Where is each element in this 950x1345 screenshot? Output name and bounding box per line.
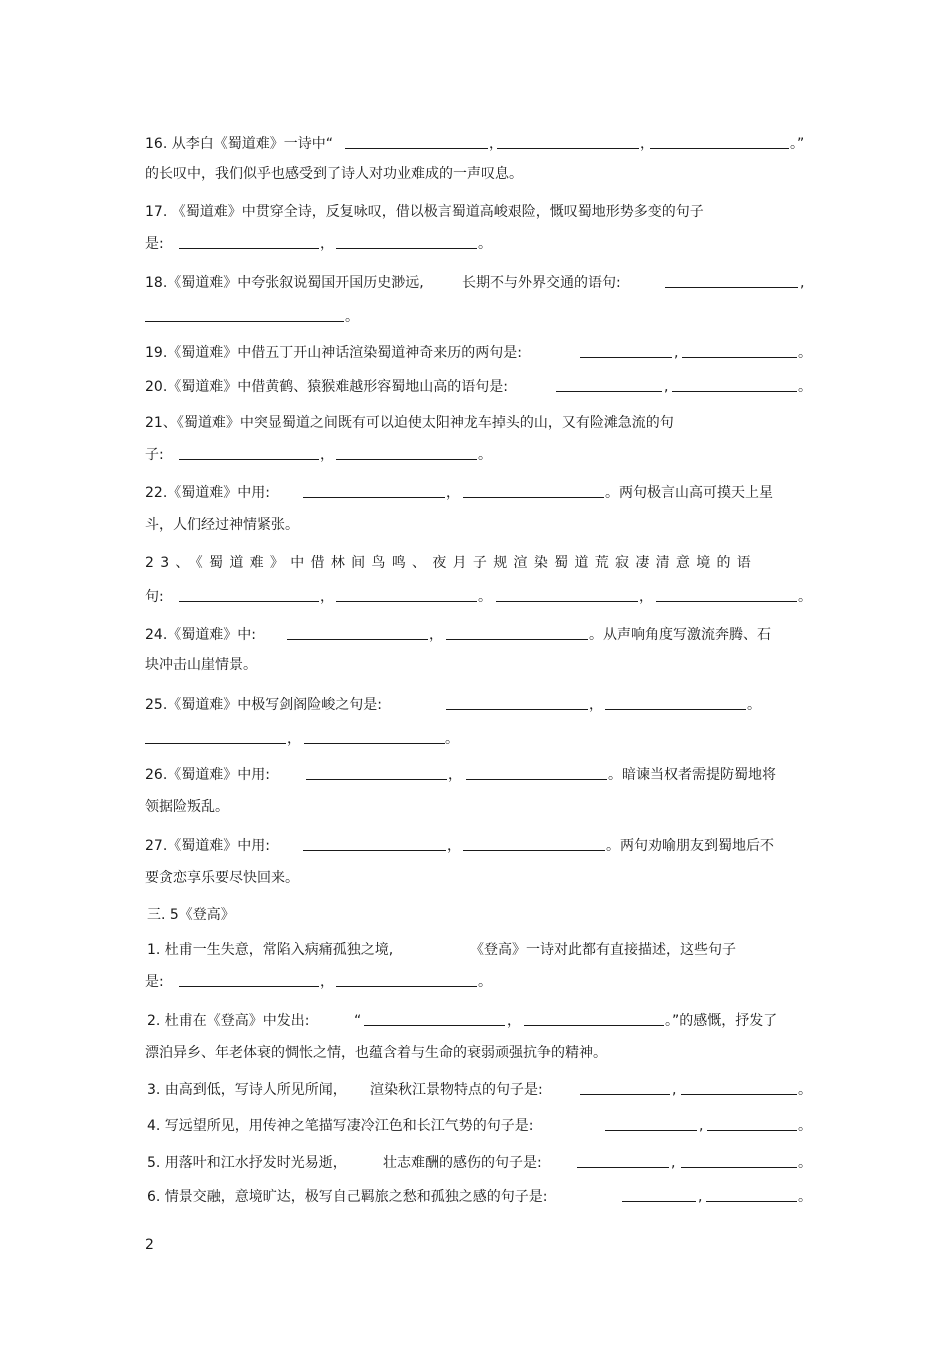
question-text: 6. 情景交融，意境旷达，极写自己羁旅之愁和孤独之感的句子是: [147, 1189, 548, 1205]
answer-blank[interactable] [179, 459, 319, 460]
answer-blank[interactable] [446, 709, 588, 710]
answer-blank[interactable] [605, 709, 746, 710]
period: 。 [478, 447, 492, 463]
question-text: 5. 用落叶和江水抒发时光易逝， [147, 1155, 347, 1171]
question-text: 27.《蜀道难》中用: [145, 838, 270, 854]
comma: , [800, 275, 805, 291]
period: 。 [798, 1082, 812, 1098]
question-text: 漂泊异乡、年老体衰的惆怅之情，也蕴含着与生命的衰弱顽强抗争的精神。 [145, 1045, 607, 1061]
answer-blank[interactable] [650, 148, 789, 149]
answer-blank[interactable] [463, 497, 604, 498]
answer-blank[interactable] [496, 601, 638, 602]
question-text: 是: [145, 974, 164, 990]
answer-blank[interactable] [304, 743, 445, 744]
question-text: 渲染秋江景物特点的句子是: [370, 1082, 543, 1098]
period: 。 [798, 1118, 812, 1134]
question-text: 。暗谏当权者需提防蜀地将 [608, 767, 776, 783]
period: 。 [445, 731, 459, 747]
answer-blank[interactable] [605, 1130, 697, 1131]
period: 。 [798, 589, 812, 605]
comma: , [698, 1189, 703, 1205]
answer-blank[interactable] [179, 986, 319, 987]
answer-blank[interactable] [306, 779, 447, 780]
question-text: 22.《蜀道难》中用: [145, 485, 270, 501]
answer-blank[interactable] [497, 148, 639, 149]
comma: ， [589, 697, 603, 713]
answer-blank[interactable] [364, 1025, 505, 1026]
answer-blank[interactable] [287, 639, 428, 640]
period: 。 [798, 1155, 812, 1171]
answer-blank[interactable] [446, 639, 588, 640]
question-text: 子: [145, 447, 164, 463]
question-text [145, 553, 806, 573]
page-number-text: 2 [145, 1237, 154, 1253]
question-text: 4. 写远望所见，用传神之笔描写凄冷江色和长江气势的句子是: [147, 1118, 534, 1134]
comma: , [671, 1155, 676, 1171]
answer-blank[interactable] [682, 357, 797, 358]
period: 。 [798, 345, 812, 361]
question-text: 2. 杜甫在《登高》中发出: [147, 1013, 310, 1029]
answer-blank[interactable] [336, 248, 477, 249]
answer-blank[interactable] [707, 1130, 797, 1131]
period: 。 [478, 236, 492, 252]
answer-blank[interactable] [524, 1025, 664, 1026]
question-text: 21、《蜀道难》中突显蜀道之间既有可以迫使太阳神龙车掉头的山，又有险滩急流的句 [145, 415, 674, 431]
period: 。 [478, 974, 492, 990]
question-text: 句: [145, 589, 164, 605]
answer-blank[interactable] [336, 986, 477, 987]
answer-blank[interactable] [681, 1167, 797, 1168]
answer-blank[interactable] [466, 779, 607, 780]
comma: , [664, 379, 669, 395]
answer-blank[interactable] [179, 601, 319, 602]
answer-blank[interactable] [303, 497, 445, 498]
comma: ， [446, 485, 460, 501]
period: 。 [798, 1189, 812, 1205]
question-text: 18.《蜀道难》中夸张叙说蜀国开国历史渺远, [145, 275, 424, 291]
answer-blank[interactable] [463, 850, 605, 851]
comma: , [672, 1082, 677, 1098]
answer-blank[interactable] [706, 1201, 797, 1202]
question-text: 。”的感慨，抒发了 [665, 1013, 778, 1029]
question-text: 20.《蜀道难》中借黄鹤、猿猴难越形容蜀地山高的语句是: [145, 379, 508, 395]
comma: ， [320, 236, 334, 252]
answer-blank[interactable] [179, 248, 319, 249]
answer-blank[interactable] [145, 743, 286, 744]
comma: ， [507, 1013, 521, 1029]
answer-blank[interactable] [336, 601, 477, 602]
question-text: 是: [145, 236, 164, 252]
period: 。 [345, 309, 359, 325]
answer-blank[interactable] [580, 357, 672, 358]
answer-blank[interactable] [345, 148, 488, 149]
comma: ， [429, 627, 443, 643]
answer-blank[interactable] [556, 391, 662, 392]
question-text: 的长叹中，我们似乎也感受到了诗人对功业难成的一声叹息。 [145, 166, 523, 182]
question-text: 长期不与外界交通的语句: [462, 275, 621, 291]
answer-blank[interactable] [336, 459, 477, 460]
question-text: 24.《蜀道难》中: [145, 627, 256, 643]
question-text: 1. 杜甫一生失意，常陷入病痛孤独之境, [147, 942, 394, 958]
answer-blank[interactable] [672, 391, 797, 392]
answer-blank[interactable] [577, 1167, 669, 1168]
question-text: 斗，人们经过神情紧张。 [145, 517, 299, 533]
period: 。 [478, 589, 492, 605]
comma: ， [320, 589, 334, 605]
answer-blank[interactable] [580, 1094, 670, 1095]
question-text: 要贪恋享乐要尽快回来。 [145, 870, 299, 886]
comma: ， [448, 767, 462, 783]
comma: , [699, 1118, 704, 1134]
question-text: 17. 《蜀道难》中贯穿全诗，反复咏叹，借以极言蜀道高峻艰险，慨叹蜀地形势多变的句子 [145, 204, 704, 220]
question-text: 。两句劝喻朋友到蜀地后不 [606, 838, 774, 854]
period: 。 [747, 697, 761, 713]
question-text: 25.《蜀道难》中极写剑阁险峻之句是: [145, 697, 382, 713]
q23-text: 23、《蜀道难》中借林间鸟鸣、夜月子规渲染蜀道荒寂凄清意境的语 [145, 555, 758, 571]
question-text: 26.《蜀道难》中用: [145, 767, 270, 783]
open-quote: “ [354, 1013, 362, 1029]
closing-quote: 。” [790, 136, 805, 152]
question-text: 块冲击山崖情景。 [145, 657, 257, 673]
comma: ， [287, 731, 301, 747]
question-text: 3. 由高到低，写诗人所见所闻， [147, 1082, 347, 1098]
question-text: 《登高》一诗对此都有直接描述，这些句子 [470, 942, 736, 958]
answer-blank[interactable] [303, 850, 446, 851]
answer-blank[interactable] [145, 321, 344, 322]
question-text: 。从声响角度写激流奔腾、石 [589, 627, 771, 643]
comma: ， [640, 136, 654, 152]
question-text: 。两句极言山高可摸天上星 [605, 485, 773, 501]
answer-blank[interactable] [681, 1094, 797, 1095]
comma: ， [489, 136, 503, 152]
question-text: 16. 从李白《蜀道难》一诗中“ [145, 136, 333, 152]
answer-blank[interactable] [622, 1201, 696, 1202]
question-text: 19.《蜀道难》中借五丁开山神话渲染蜀道神奇来历的两句是: [145, 345, 522, 361]
comma: ， [320, 447, 334, 463]
answer-blank[interactable] [656, 601, 797, 602]
period: 。 [798, 379, 812, 395]
question-text: 领据险叛乱。 [145, 799, 229, 815]
comma: ， [320, 974, 334, 990]
section-title: 三. 5《登高》 [147, 907, 235, 923]
answer-blank[interactable] [665, 287, 798, 288]
comma: ， [447, 838, 461, 854]
comma: ， [639, 589, 653, 605]
question-text: 壮志难酬的感伤的句子是: [383, 1155, 542, 1171]
comma: , [674, 345, 679, 361]
